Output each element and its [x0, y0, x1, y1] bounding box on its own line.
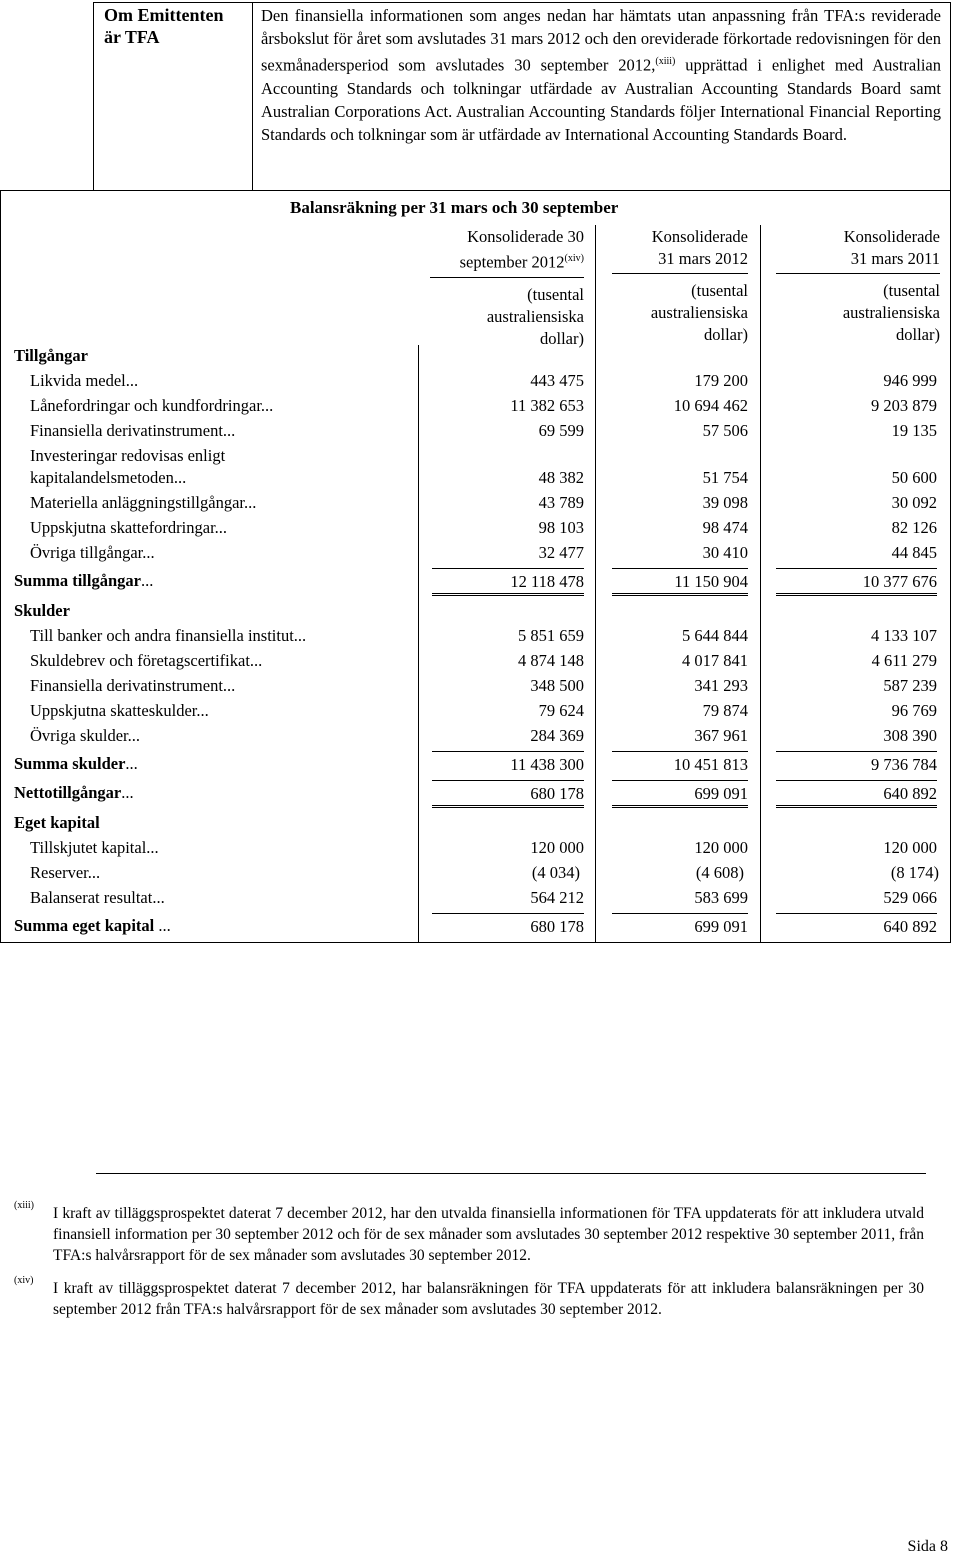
row-value: 367 961 [694, 726, 748, 745]
footnote-text: I kraft av tilläggsprospektet daterat 7 december 2012, har balansräkningen för TFA uppdaterats för att inkludera balansräkningen per 30 september 2012 från TFA:s halvårsrapport för de sex månader som avslutades 30 september 2012. [53, 1280, 924, 1318]
row-value: 48 382 [538, 468, 584, 487]
row-value: 96 769 [891, 701, 937, 720]
footnote-rule [96, 1173, 926, 1174]
total-assets-label: Summa tillgångar... [14, 571, 154, 590]
column-header-line2: september 2012$^{(xiv)}$ [430, 248, 584, 278]
heading-assets: Tillgångar [14, 346, 88, 365]
row-value: 9 203 879 [871, 396, 937, 415]
row-value: 82 126 [891, 518, 937, 537]
row-value: 11 382 653 [510, 396, 584, 415]
row-value: 4 611 279 [871, 651, 937, 670]
intro-paragraph [261, 4, 941, 146]
row-value: (4 608) [695, 863, 744, 882]
row-value: 120 000 [694, 838, 748, 857]
heading-liabilities: Skulder [14, 601, 70, 620]
footnote-ref: (xiii) [655, 56, 676, 67]
row-label: Uppskjutna skattefordringar... [30, 518, 228, 537]
row-value: 587 239 [883, 676, 937, 695]
total-liabilities-label: Summa skulder... [14, 754, 138, 773]
row-value: 308 390 [883, 726, 937, 745]
row-value: 79 874 [702, 701, 748, 720]
row-value: 179 200 [694, 371, 748, 390]
column-divider [760, 225, 761, 942]
row-value: 19 135 [891, 421, 937, 440]
intro-text-2: upprättad i enlighet med Australian Accounting Standards och tolkningar utfärdade av Australian Accounting Standards Board samt Australian Corporations Act. Australian Accounting Standards följer International Financial Reporting Standards och tolkningar som är utfärdade av International Accounting Standards Board. [261, 55, 941, 144]
table-border-bottom [0, 942, 951, 943]
row-value: 348 500 [530, 676, 584, 695]
total-value: 9 736 784 [776, 751, 937, 776]
section-title: Om Emittenten är TFA [104, 5, 224, 47]
row-value: 4 133 107 [871, 626, 937, 645]
row-label: Lånefordringar och kundfordringar... [30, 396, 274, 415]
row-label: Materiella anläggningstillgångar... [30, 493, 257, 512]
row-value: 120 000 [883, 838, 937, 857]
row-value: 120 000 [530, 838, 584, 857]
table-border-left [93, 2, 94, 190]
heading-equity: Eget kapital [14, 813, 100, 832]
row-value: 529 066 [883, 888, 937, 907]
intro-text-1: Den finansiella informationen som anges nedan har hämtats utan anpassning från TFA:s reviderade årsbokslut för året som avslutades 31 mars 2012 och den oreviderade förkortade redovisningen för den sexmånadersperiod som avslutades 30 september 2012, [261, 6, 941, 75]
column-unit: (tusental [691, 281, 748, 300]
column-unit: australiensiska [842, 303, 940, 322]
row-value: 583 699 [694, 888, 748, 907]
column-unit: australiensiska [486, 306, 584, 326]
row-label: Tillskjutet kapital... [30, 838, 159, 857]
row-value: 4 017 841 [682, 651, 748, 670]
total-equity-label: Summa eget kapital ... [14, 916, 171, 935]
row-value: (8 174) [890, 863, 939, 882]
column-header-line1: Konsoliderade 30 [467, 227, 584, 246]
total-value: 680 178 [432, 913, 584, 938]
total-value: 11 438 300 [432, 751, 584, 776]
row-value: 4 874 148 [518, 651, 584, 670]
row-value: 5 644 844 [682, 626, 748, 645]
row-value: 564 212 [530, 888, 584, 907]
row-value: 284 369 [530, 726, 584, 745]
table-border-right [950, 2, 951, 943]
row-value: 39 098 [702, 493, 748, 512]
row-value: 51 754 [702, 468, 748, 487]
total-value: 10 451 813 [612, 751, 748, 776]
column-header-mar-2012 [612, 226, 748, 346]
row-label: Likvida medel... [30, 371, 139, 390]
net-assets-label: Nettotillgångar... [14, 783, 134, 802]
table-border-mid [252, 2, 253, 190]
total-value: 12 118 478 [432, 568, 584, 596]
row-value: 44 845 [891, 543, 937, 562]
row-value: 98 474 [702, 518, 748, 537]
column-header-line1: Konsoliderade [843, 227, 940, 246]
row-label: Skuldebrev och företagscertifikat... [30, 651, 263, 670]
row-value: 32 477 [538, 543, 584, 562]
total-value: 11 150 904 [612, 568, 748, 596]
table-border-outer-left [0, 190, 1, 943]
balance-sheet-title: Balansräkning per 31 mars och 30 september [290, 198, 619, 217]
page-number: Sida 8 [907, 1538, 948, 1555]
row-label: Till banker och andra finansiella institut... [30, 626, 307, 645]
column-header-sep-2012 [430, 226, 584, 350]
column-unit: (tusental [883, 281, 940, 300]
total-value: 640 892 [776, 913, 937, 938]
column-header-mar-2011 [776, 226, 940, 346]
column-divider [418, 345, 419, 942]
row-label: kapitalandelsmetoden... [30, 468, 187, 487]
row-value: 5 851 659 [518, 626, 584, 645]
column-unit: (tusental [527, 284, 584, 304]
row-value: 10 694 462 [673, 396, 748, 415]
column-header-line2: 31 mars 2011 [776, 248, 940, 274]
row-value: 30 410 [702, 543, 748, 562]
total-value: 699 091 [612, 780, 748, 808]
column-unit: dollar) [704, 325, 748, 344]
row-label: Balanserat resultat... [30, 888, 165, 907]
row-label: Övriga skulder... [30, 726, 140, 745]
row-value: (4 034) [531, 863, 580, 882]
row-value: 341 293 [694, 676, 748, 695]
row-value: 50 600 [891, 468, 937, 487]
row-value: 443 475 [530, 371, 584, 390]
row-value: 69 599 [538, 421, 584, 440]
column-unit: dollar) [540, 328, 584, 348]
total-value: 680 178 [432, 780, 584, 808]
footnote-text: I kraft av tilläggsprospektet daterat 7 december 2012, har den utvalda finansiella informationen för TFA uppdaterats för att inkludera utvald finansiell information per 30 september 2012 och för de sex månader som avslutades 30 september 2012 respektive 30 september 2011, från TFA:s halvårsrapport för de sex månader som avslutades 30 september 2012. [53, 1205, 924, 1264]
row-label: Övriga tillgångar... [30, 543, 155, 562]
column-header-line1: Konsoliderade [651, 227, 748, 246]
column-header-line2: 31 mars 2012 [612, 248, 748, 274]
row-value: 79 624 [538, 701, 584, 720]
footnote-mark: (xiii) [14, 1200, 34, 1211]
row-label: Uppskjutna skatteskulder... [30, 701, 209, 720]
row-value: 30 092 [891, 493, 937, 512]
column-unit: australiensiska [650, 303, 748, 322]
row-label: Finansiella derivatinstrument... [30, 676, 236, 695]
row-label: Reserver... [30, 863, 101, 882]
table-border-split [0, 190, 951, 191]
row-value: 98 103 [538, 518, 584, 537]
row-value: 946 999 [883, 371, 937, 390]
column-unit: dollar) [896, 325, 940, 344]
row-value: 43 789 [538, 493, 584, 512]
table-border-top [93, 2, 951, 3]
total-value: 10 377 676 [776, 568, 937, 596]
footnote-mark: (xiv) [14, 1275, 34, 1286]
total-value: 640 892 [776, 780, 937, 808]
column-divider [595, 225, 596, 942]
total-value: 699 091 [612, 913, 748, 938]
row-label-line1: Investeringar redovisas enligt [30, 446, 226, 465]
row-label: Finansiella derivatinstrument... [30, 421, 236, 440]
row-value: 57 506 [702, 421, 748, 440]
